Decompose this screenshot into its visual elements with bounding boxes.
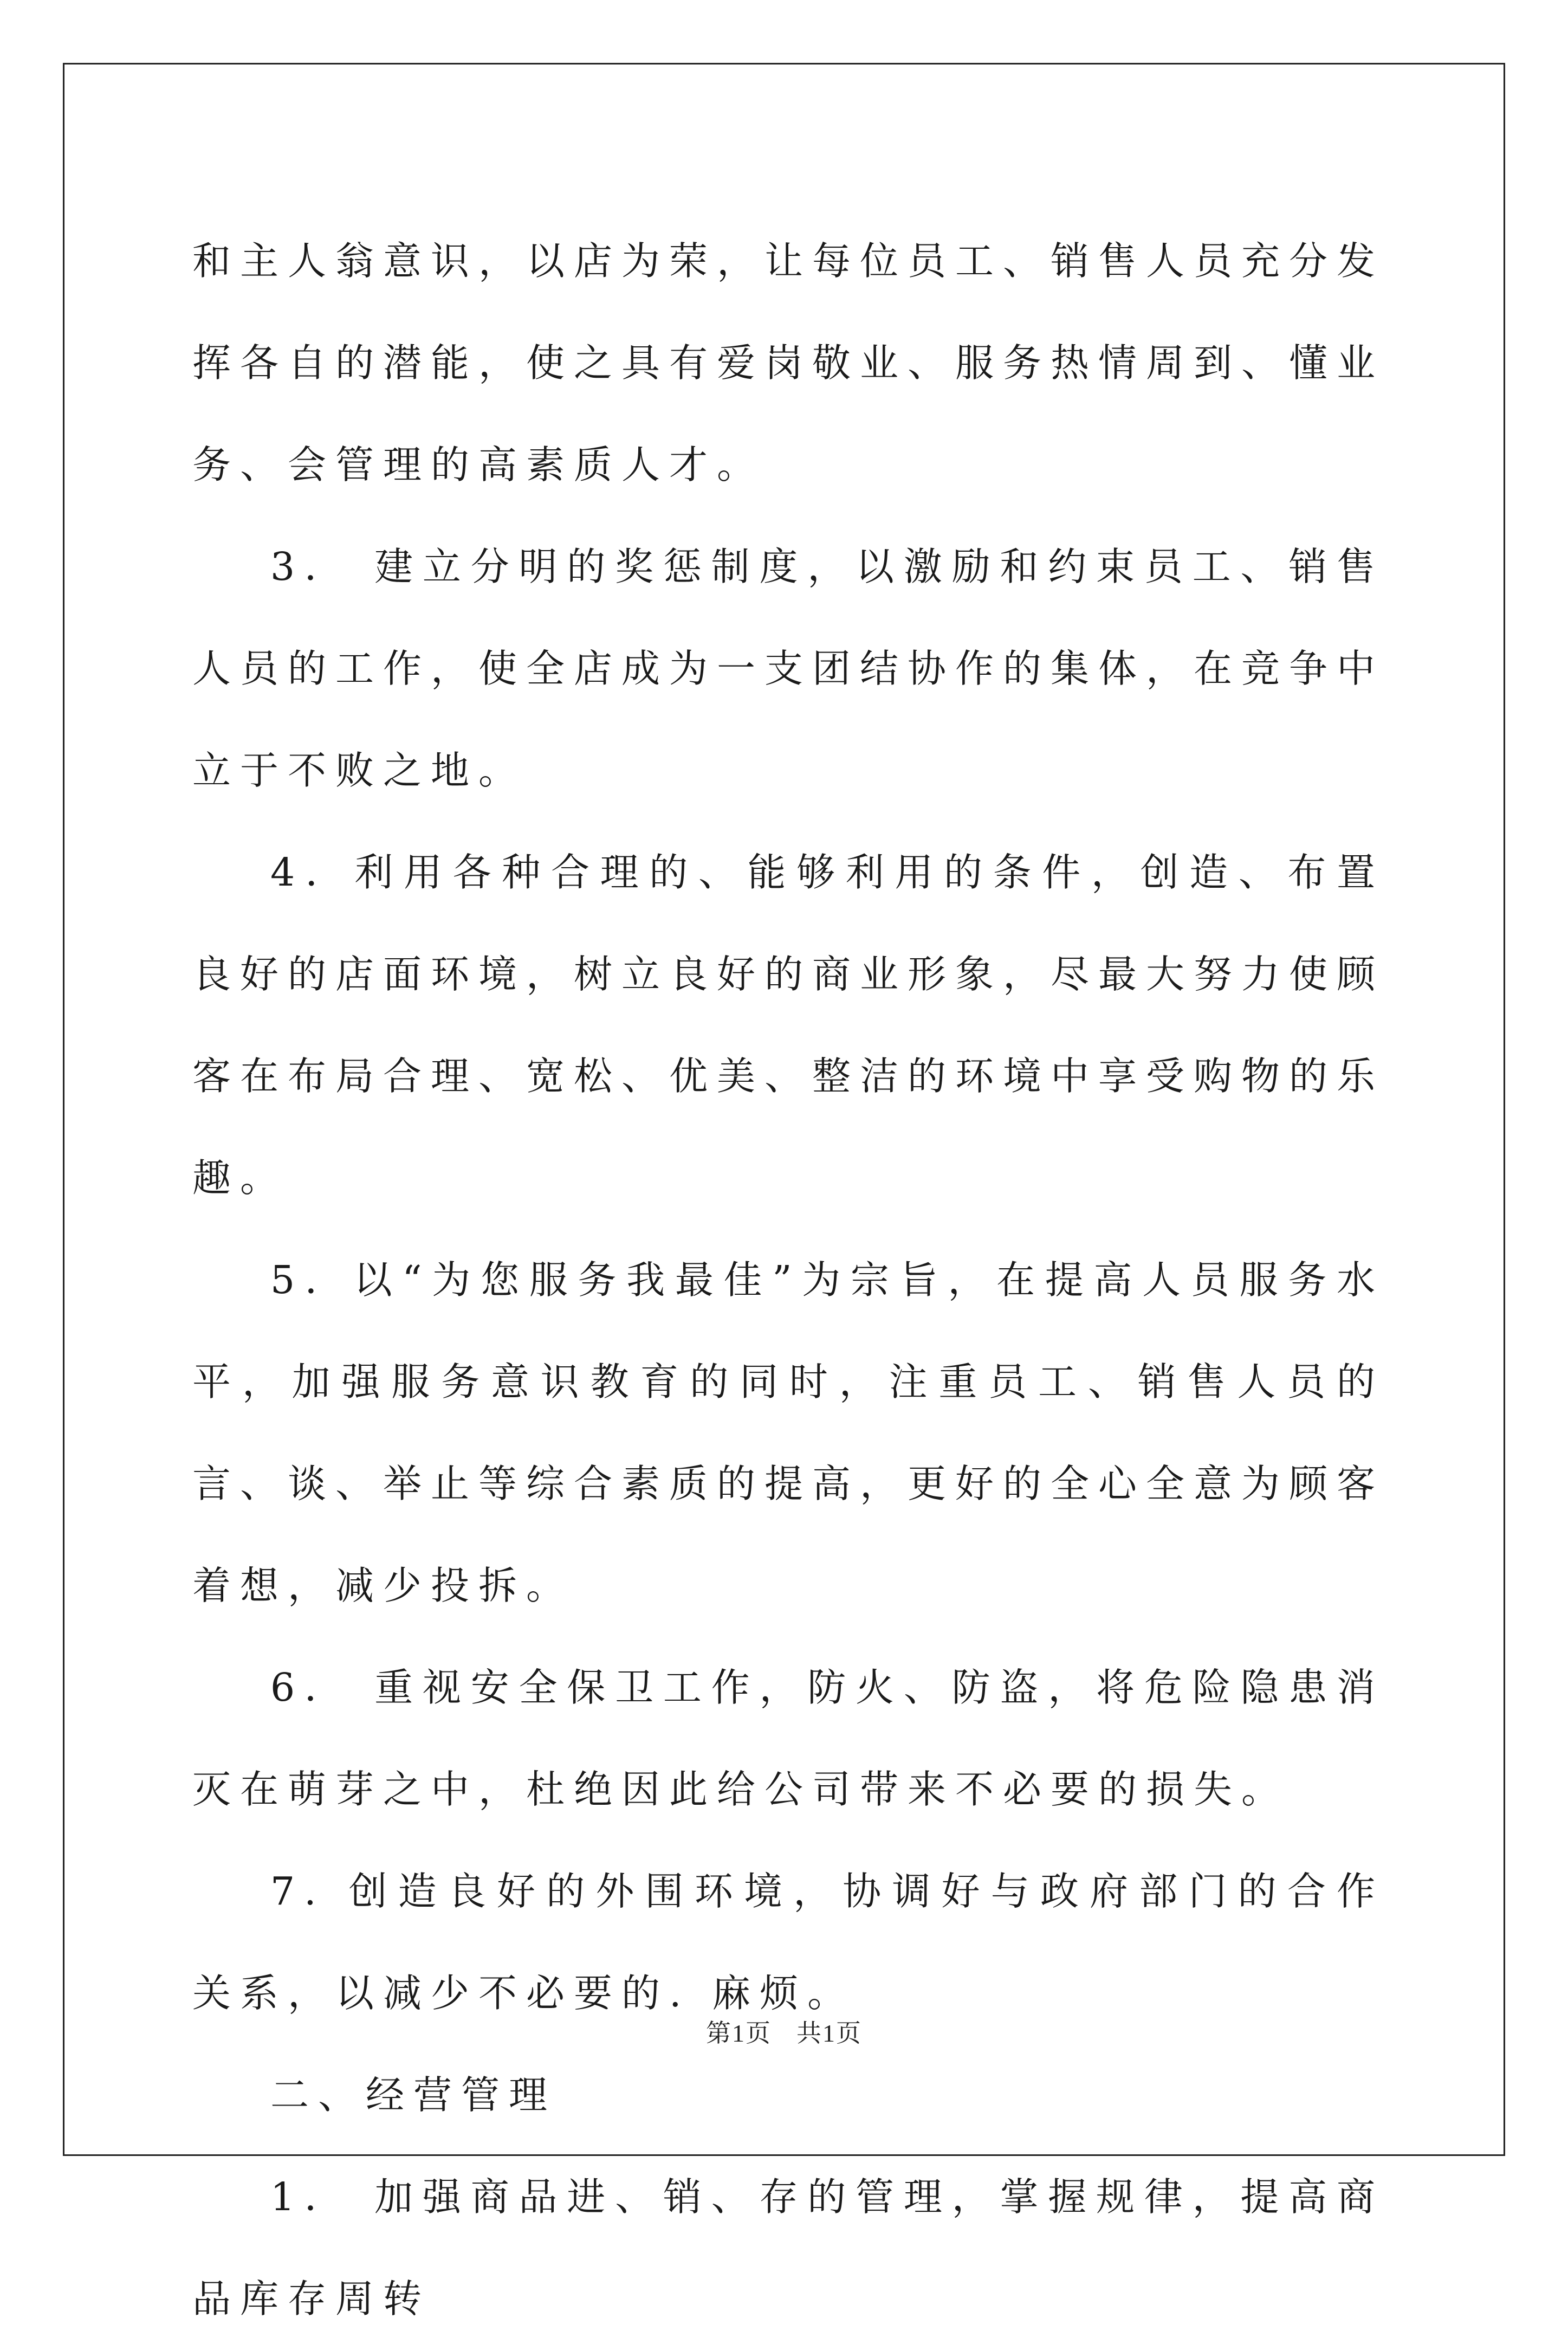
page-number: 第1页	[706, 2019, 772, 2047]
paragraph-7: 1． 加强商品进、销、存的管理，掌握规律，提高商品库存周转	[192, 2174, 1384, 2321]
paragraph-3: 4．利用各种合理的、能够利用的条件，创造、布置良好的店面环境，树立良好的商业形象，尽最大努力使顾客在布局合理、宽松、优美、整洁的环境中享受购物的乐趣。	[192, 850, 1385, 1200]
page-footer	[0, 2013, 1568, 2049]
section-heading: 二、经营管理	[270, 2073, 557, 2117]
paragraph-1: 和主人翁意识，以店为荣，让每位员工、销售人员充分发挥各自的潜能，使之具有爱岗敬业、服务热情周到、懂业务、会管理的高素质人才。	[192, 238, 1385, 487]
paragraph-6: 7. 创造良好的外围环境，协调好与政府部门的合作关系，以减少不必要的. 麻烦。	[192, 1869, 1384, 2016]
paragraph-5: 6． 重视安全保卫工作，防火、防盗，将危险隐患消灭在萌芽之中，杜绝因此给公司带来不必要的损失。	[192, 1665, 1384, 1812]
paragraph-2: 3． 建立分明的奖惩制度，以激励和约束员工、销售人员的工作，使全店成为一支团结协作的集体，在竞争中立于不败之地。	[192, 544, 1385, 793]
paragraph-4: 5．以“为您服务我最佳”为宗旨，在提高人员服务水平，加强服务意识教育的同时，注重员工、销售人员的言、谈、举止等综合素质的提高，更好的全心全意为顾客着想，减少投拆。	[192, 1257, 1385, 1608]
page-total: 共1页	[796, 2019, 862, 2047]
